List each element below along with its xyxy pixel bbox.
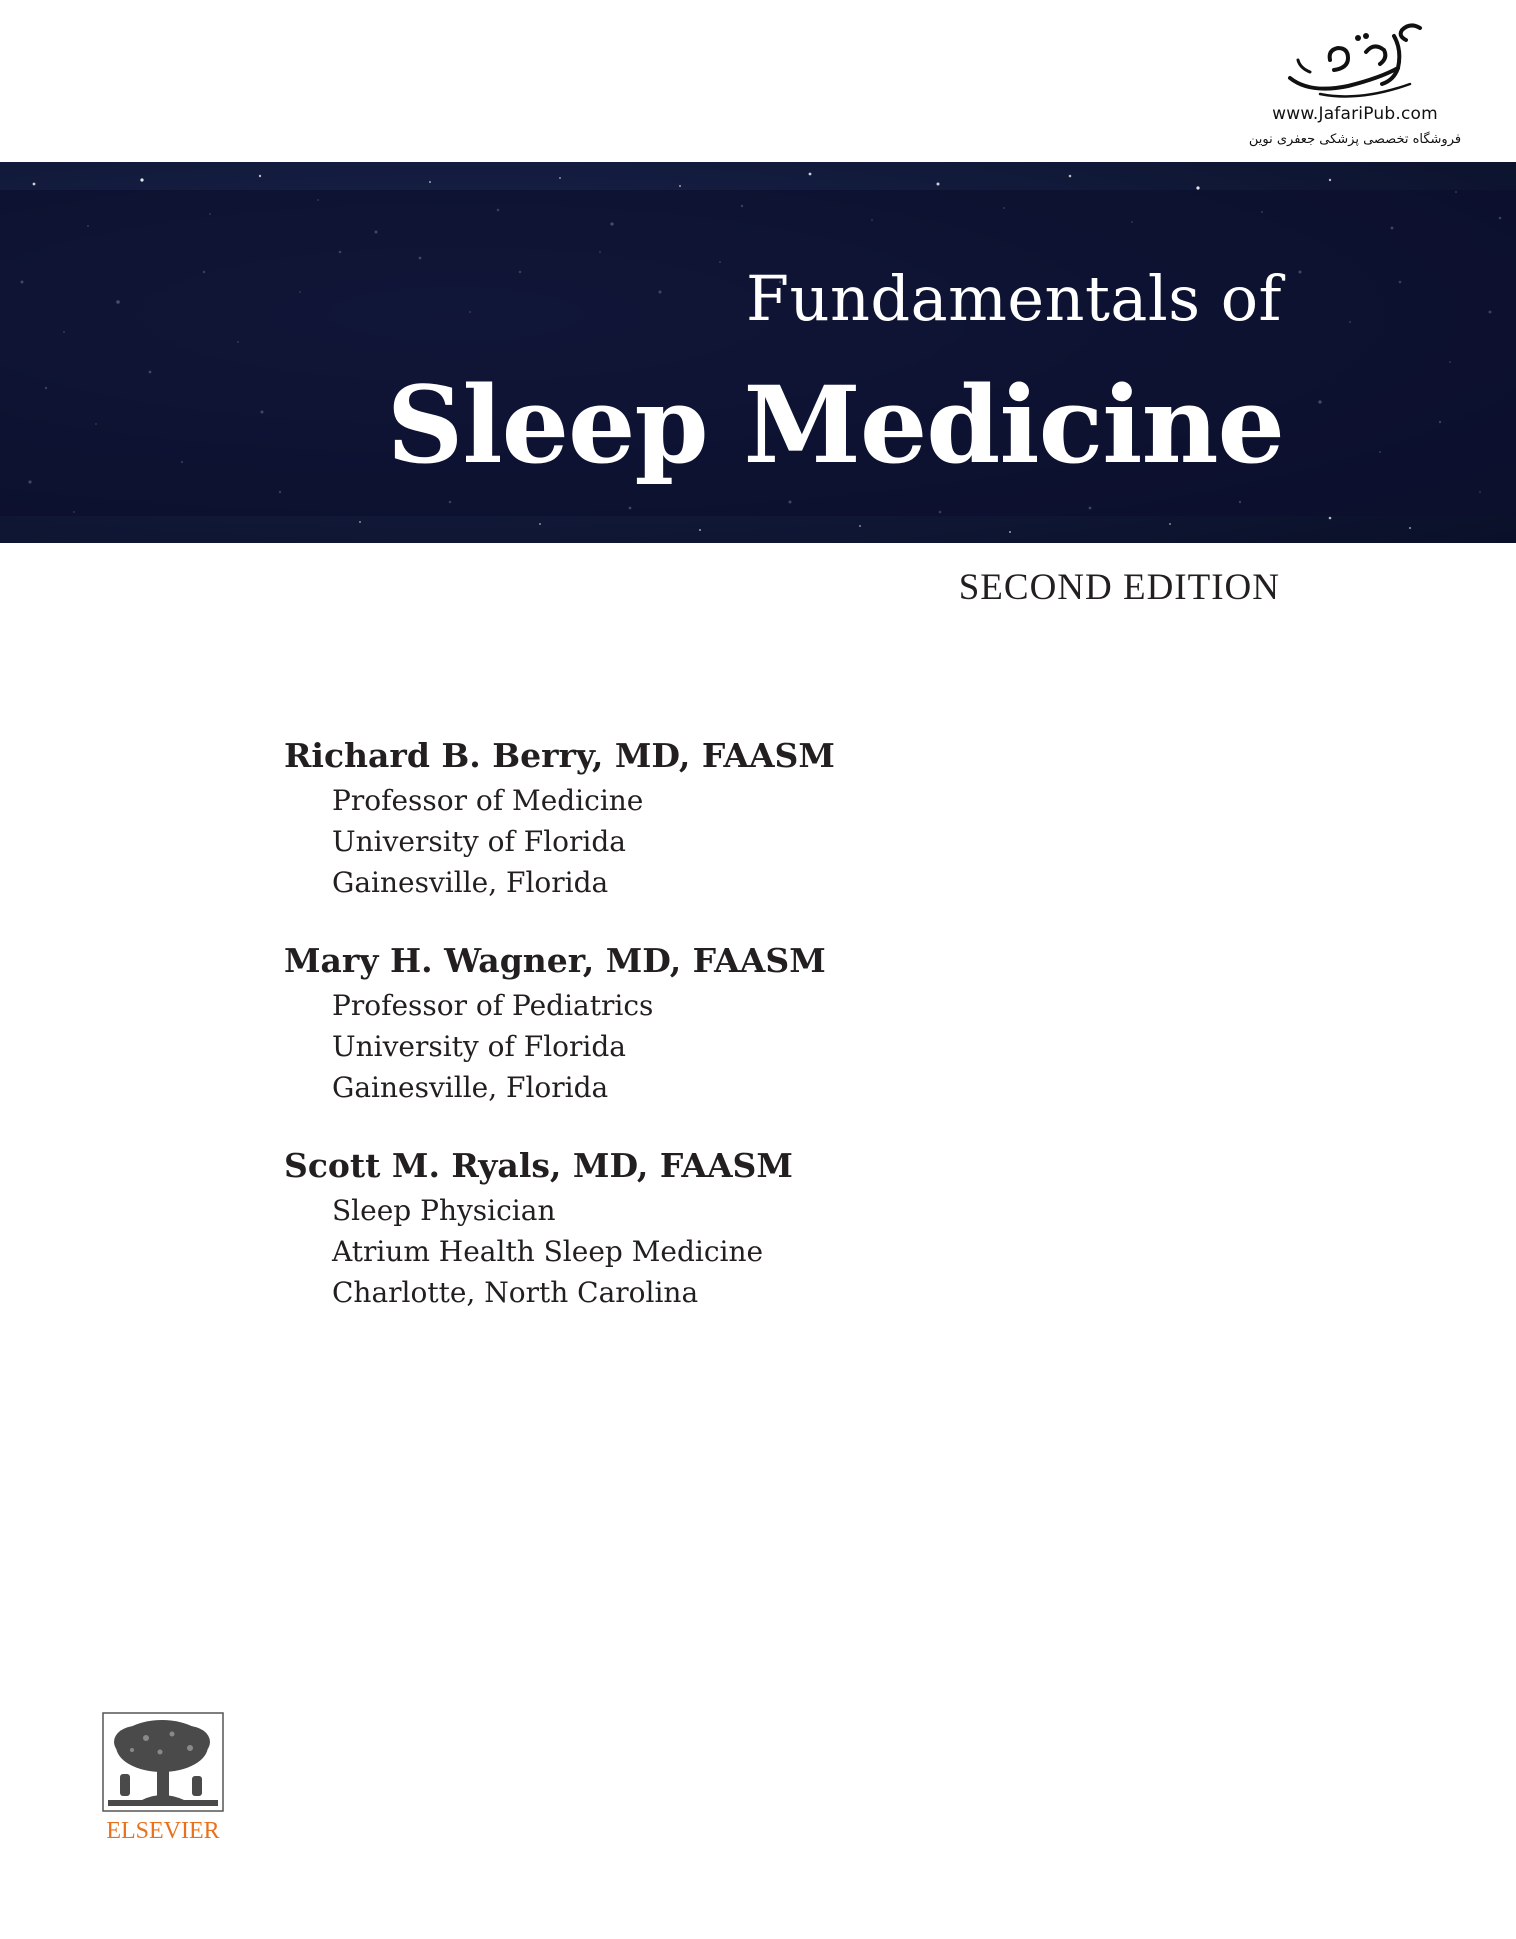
author-affiliation-line: Gainesville, Florida (332, 866, 609, 899)
author-affiliation-line: University of Florida (332, 825, 626, 858)
author-affiliation-line: Professor of Pediatrics (332, 989, 654, 1022)
title-band (0, 190, 1516, 516)
author-name: Richard B. Berry, MD, FAASM (284, 736, 835, 775)
author-entry (284, 1142, 1184, 1313)
watermark-url: www.JafariPub.com (1272, 104, 1438, 124)
author-list (284, 732, 1184, 1347)
elsevier-tree-icon (102, 1712, 224, 1812)
calligraphy-logo-icon (1270, 20, 1440, 102)
author-entry (284, 732, 1184, 903)
author-affiliation-line: Charlotte, North Carolina (332, 1276, 699, 1309)
author-affiliation-line: Atrium Health Sleep Medicine (332, 1235, 764, 1268)
edition-label: SECOND EDITION (958, 567, 1280, 608)
title-banner (0, 162, 1516, 543)
elsevier-logo (100, 1712, 226, 1845)
author-name: Mary H. Wagner, MD, FAASM (284, 941, 826, 980)
author-affiliation-line: University of Florida (332, 1030, 626, 1063)
author-affiliation-line: Sleep Physician (332, 1194, 556, 1227)
watermark-persian-text: فروشگاه تخصصی پزشکی جعفری نوین (1248, 132, 1462, 147)
author-entry (284, 937, 1184, 1108)
book-title-line1: Fundamentals of (746, 262, 1282, 335)
author-name: Scott M. Ryals, MD, FAASM (284, 1146, 793, 1185)
author-affiliation-line: Professor of Medicine (332, 784, 644, 817)
book-title-line2: Sleep Medicine (386, 362, 1284, 487)
publisher-watermark (1230, 20, 1480, 170)
author-affiliation-line: Gainesville, Florida (332, 1071, 609, 1104)
publisher-name: ELSEVIER (106, 1818, 220, 1844)
